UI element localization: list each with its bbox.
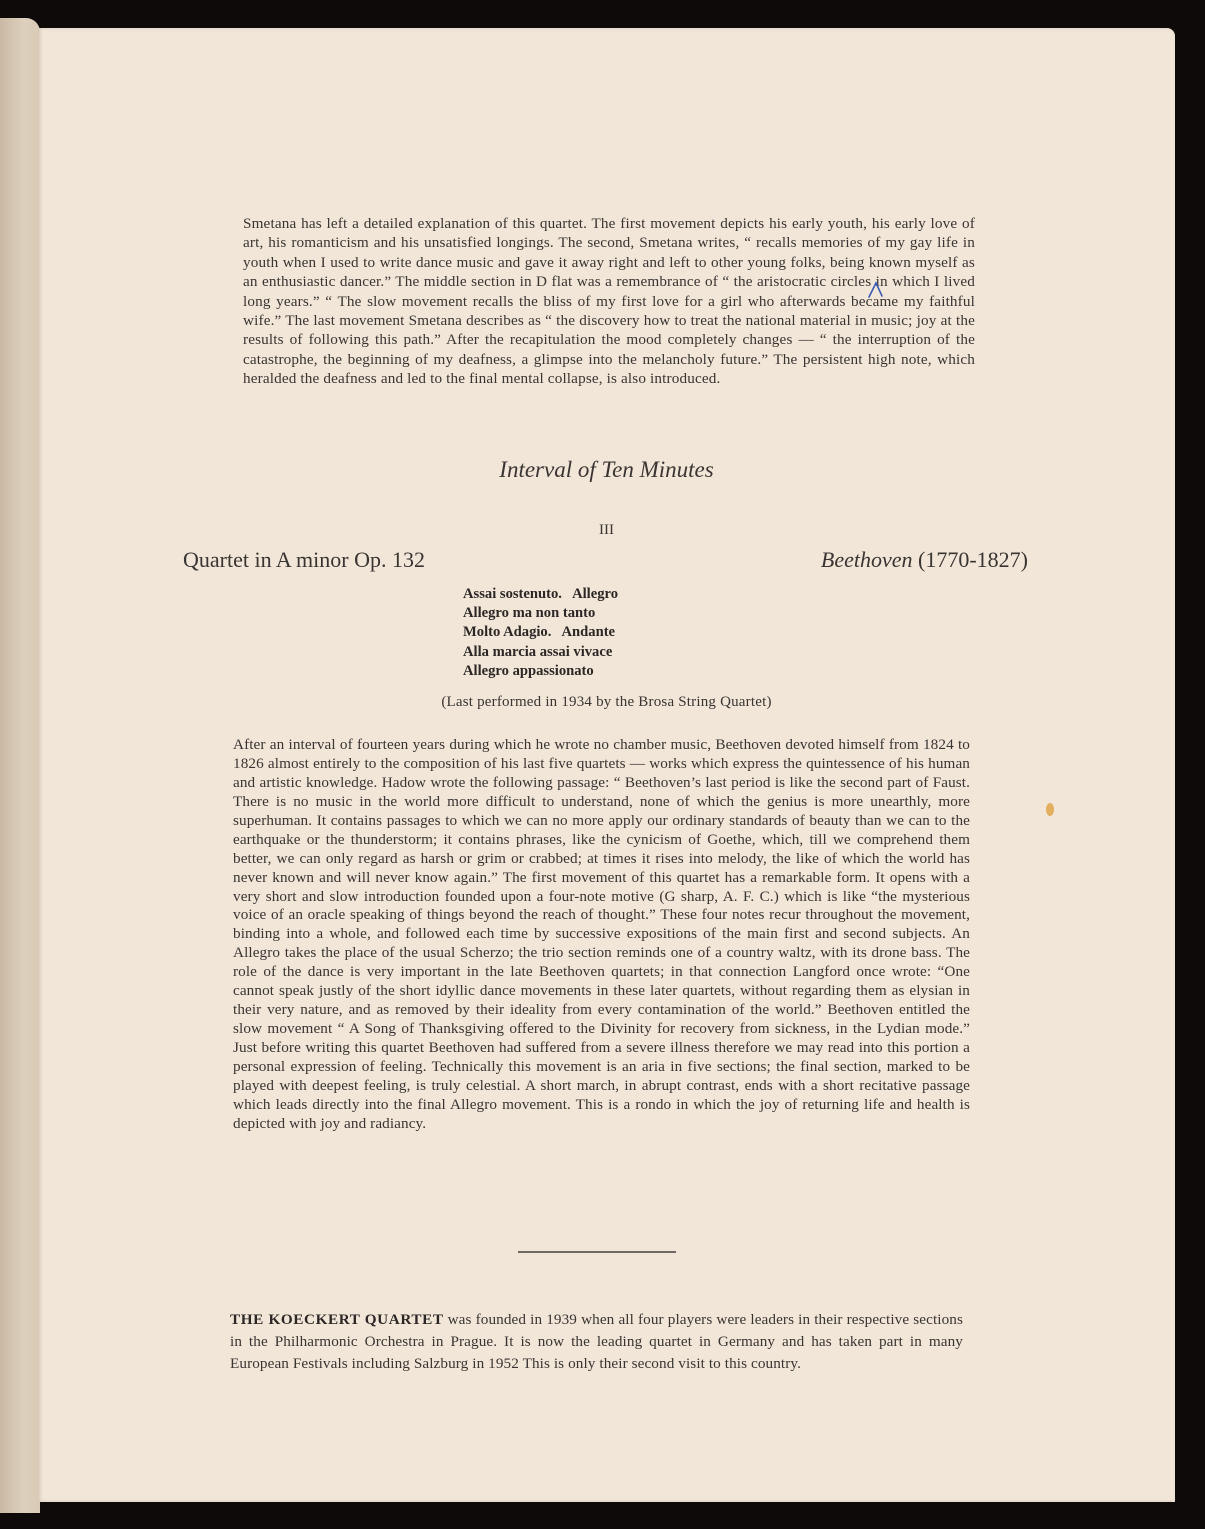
paper-stain <box>1046 803 1054 816</box>
handwritten-caret-mark <box>866 279 886 299</box>
movement-item: Assai sostenuto. Allegro <box>463 586 619 602</box>
last-performed-note: (Last performed in 1934 by the Brosa String Quartet) <box>441 694 772 710</box>
section-number: III <box>599 522 614 538</box>
movement-item: Alla marcia assai vivace <box>463 643 613 660</box>
section-divider <box>518 1251 676 1253</box>
work-title: Quartet in A minor Op. 132 <box>183 547 425 572</box>
beethoven-program-note: After an interval of fourteen years during which he wrote no chamber music, Beethoven devoted himself from 1824 to 1826 almost entirely to the composition of his last five quartets — works which express the quintessence of his human and artistic knowledge. Hadow wrote the following passage: “ Beethoven’s last period is like the second part of Faust. There is no music in the world more difficult to understand, none of which the genius is more unearthly, more superhuman. It contains passages to which we can no more apply our ordinary standards of beauty than we can to the earthquake or the thunderstorm; it contains phrases, like the cynicism of Goethe, which, till we comprehend them better, we can only regard as harsh or grim or crabbed; at times it rises into melody, the like of which the world has never known and will never know again.” The first movement of this quartet has a remarkable form. It opens with a very short and slow introduction founded upon a four-note motive (G sharp, A. F. C.) which is like “the mysterious voice of an oracle speaking of things beyond the reach of thought.” These four notes recur throughout the movement, binding into a whole, and followed each time by successive expositions of the main first and second subjects. An Allegro takes the place of the usual Scherzo; the trio section reminds one of a country waltz, with its drone bass. The role of the dance is very important in the late Beethoven quartets; in that connection Langford once wrote: “One cannot speak justly of the short idyllic dance movements in these later quartets, without regarding them as elysian in their very nature, and as removed by their ideality from every contamination of the world.” Beethoven entitled the slow movement “ A Song of Thanksgiving offered to the Divinity for recovery from sickness, in the Lydian mode.” Just before writing this quartet Beethoven had suffered from a severe illness therefore we may read into this portion a personal expression of feeling. Technically this movement is an aria in five sections; the final section, marked to be played with deepest feeling, is truly celestial. A short march, in abrupt contrast, ends with a short recitative passage which leads directly into the final Allegro movement. This is a rondo in which the joy of returning life and health is depicted with joy and radiancy. <box>233 736 970 1132</box>
movement-item: Molto Adagio. Andante <box>463 624 616 641</box>
ensemble-bio: was founded in 1939 when all four players were leaders in their respective sections in the Philharmonic Orchestra in Prague. It is now the leading quartet in Germany and has taken part in many European Festivals including Salzburg in 1952 This is only their second visit to this country. <box>230 1311 963 1372</box>
movement-item: Allegro appassionato <box>463 662 594 679</box>
ensemble-paragraph <box>230 1309 963 1375</box>
composer-dates: (1770-1827) <box>918 547 1028 572</box>
program-page <box>38 28 1175 1502</box>
movement-list <box>463 585 618 681</box>
smetana-paragraph: Smetana has left a detailed explanation of this quartet. The first movement depicts his early youth, his early love of art, his romanticism and his unsatisfied longings. The second, Smetana writes, “ recalls memories of my gay life in youth when I used to write dance music and gave it away right and left to other young folks, being known myself as an enthusiastic dancer.” The middle section in D flat was a remembrance of “ the aristocratic circles in which I lived long years.” “ The slow movement recalls the bliss of my first love for a girl who afterwards became my faithful wife.” The last movement Smetana describes as “ the discovery how to treat the national material in music; joy at the results of following this path.” After the recapitulation the mood completely changes — “ the interruption of the catastrophe, the beginning of my deafness, a glimpse into the melancholy future.” The persistent high note, which heralded the deafness and led to the final mental collapse, is also introduced. <box>243 215 975 388</box>
composer-line <box>821 547 1028 573</box>
composer-name: Beethoven <box>820 547 913 572</box>
adjacent-page-edge <box>0 18 40 1513</box>
ensemble-name: THE KOECKERT QUARTET <box>230 1311 444 1328</box>
interval-heading: Interval of Ten Minutes <box>499 457 714 482</box>
movement-item: Allegro ma non tanto <box>463 605 596 622</box>
